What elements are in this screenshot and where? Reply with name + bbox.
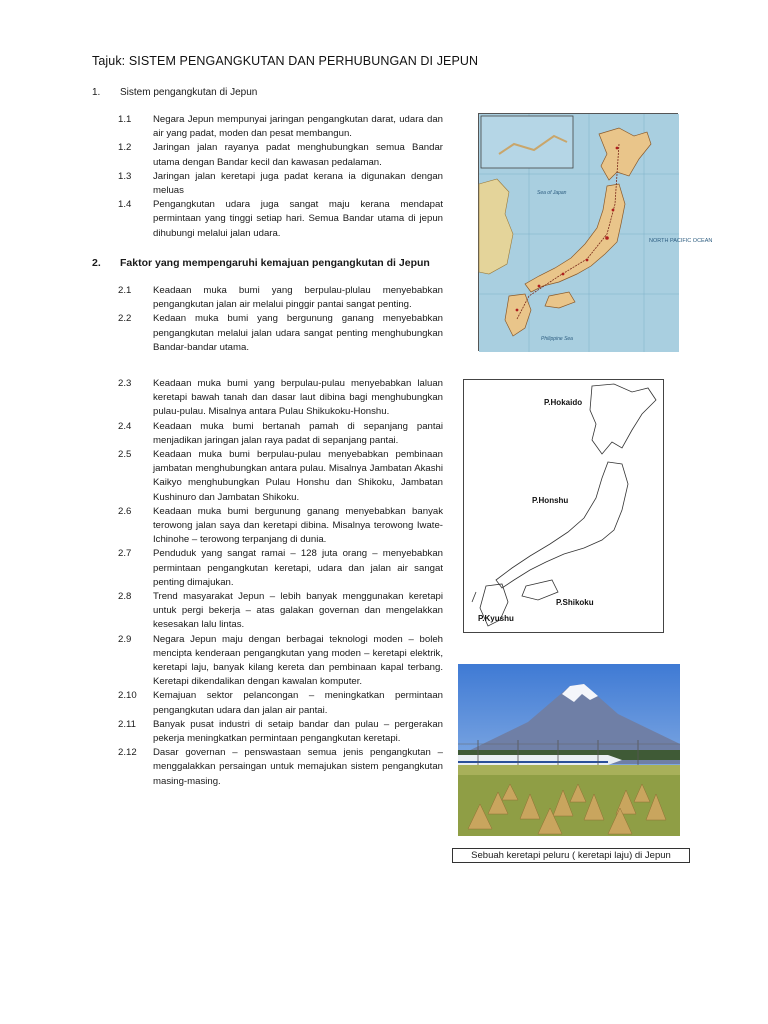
section-2-list-b: [118, 377, 443, 789]
item-number: 2.8: [118, 591, 132, 603]
list-item: [118, 590, 443, 633]
item-text: Trend masyarakat Jepun – lebih banyak menggunakan keretapi untuk pergi bekerja – atas galakan governan dan mengelakkan kesesakan lalu lintas.: [153, 591, 443, 631]
list-item: [118, 633, 443, 690]
japan-map-graphic: [479, 114, 713, 352]
item-text: Keadaan muka bumi bergunung ganang menyebabkan banyak terowong jalan saya dan keretapi dibina. Misalnya terowong Iwate-Ichinohe – terowong terpanjang di dunia.: [153, 505, 443, 546]
list-item: [118, 718, 443, 746]
item-text: Negara Jepun mempunyai jaringan pengangkutan darat, udara dan air yang padat, moden dan pesat membangun.: [153, 114, 443, 140]
item-number: 2.5: [118, 449, 132, 461]
kyushu-label: P.Kyushu: [478, 614, 514, 623]
item-number: 2.2: [118, 313, 132, 325]
list-item: [118, 377, 443, 420]
item-number: 2.10: [118, 690, 137, 702]
item-text: Keadaan muka bumi yang berpulau-plulau menyebabkan pengangkutan jalan air melalui pinggir pantai sangat penting.: [153, 285, 443, 311]
japan-outline-graphic: [464, 380, 665, 634]
list-item: [118, 746, 443, 789]
list-item: [118, 312, 443, 355]
section-1-list: [118, 113, 443, 241]
page-title: Tajuk: SISTEM PENGANGKUTAN DAN PERHUBUNGAN DI JEPUN: [92, 54, 479, 68]
item-text: Keadaan muka bumi berpulau-pulau menyebabkan pembinaan jambatan menghubungkan antara pulau. Misalnya Jambatan Akashi Kaikyo menghubungkan Pulau Honshu dan Shikoku, Jambatan Kushinuro dan Jambatan Shikoku.: [153, 449, 443, 503]
item-number: 1.3: [118, 170, 132, 182]
japan-political-map: [478, 113, 713, 351]
section-2-label: Faktor yang mempengaruhi kemajuan pengangkutan di Jepun: [120, 257, 430, 269]
item-text: Jaringan jalan keretapi juga padat kerana ia digunakan dengan meluas: [153, 170, 443, 197]
section-2-number: 2.: [92, 257, 101, 269]
list-item: [118, 505, 443, 548]
section-2-list-a: [118, 284, 443, 355]
item-text: Negara Jepun maju dengan berbagai teknologi moden – boleh mencipta kenderaan pengangkutan yang moden – keretapi elektrik, keretapi laju, banyak kilang kereta dan pembinaan kapal terbang. Keretapi dikendalikan dengan kawalan komputer.: [153, 633, 443, 688]
item-number: 2.1: [118, 285, 132, 296]
item-number: 2.7: [118, 548, 132, 560]
shikoku-label: P.Shikoku: [556, 598, 594, 607]
list-item: [118, 141, 443, 169]
list-item: [118, 448, 443, 505]
list-item: [118, 284, 443, 312]
sea-label: Sea of Japan: [537, 190, 567, 196]
bullet-train-photo: [458, 664, 680, 836]
ocean-label: NORTH PACIFIC OCEAN: [649, 238, 713, 244]
item-number: 2.3: [118, 378, 132, 389]
item-text: Kedaan muka bumi yang bergunung ganang menyebabkan pengangkutan melalui jalan udara sangat penting menghubungkan Bandar-bandar utama.: [153, 313, 443, 353]
item-text: Keadaan muka bumi bertanah pamah di sepanjang pantai menjadikan jaringan jalan raya padat di sepanjang pantai.: [153, 420, 443, 446]
list-item: [118, 198, 443, 241]
item-text: Kemajuan sektor pelancongan – meningkatkan permintaan pengangkutan udara dan jalan air pantai.: [153, 690, 443, 716]
item-number: 1.2: [118, 142, 132, 154]
photo-caption: Sebuah keretapi peluru ( keretapi laju) di Jepun: [452, 848, 690, 863]
bullet-train-graphic: [458, 664, 680, 836]
list-item: [118, 689, 443, 717]
sea2-label: Philippine Sea: [541, 336, 573, 342]
item-text: Banyak pusat industri di setaip bandar dan pulau – pergerakan pekerja meningkatkan permintaan pengangkutan keretapi.: [153, 718, 443, 745]
item-text: Penduduk yang sangat ramai – 128 juta orang – menyebabkan permintaan pengangkutan keretapi, udara dan jalan air sangat penting dimajukan.: [153, 548, 443, 588]
item-number: 2.4: [118, 420, 132, 432]
item-number: 2.6: [118, 505, 132, 517]
list-item: [118, 113, 443, 141]
item-number: 1.4: [118, 199, 132, 211]
item-text: Dasar governan – penswastaan semua jenis pengangkutan – menggalakkan persaingan untuk memajukan sistem pengangkutan masing-masing.: [153, 747, 443, 787]
section-1-label: Sistem pengangkutan di Jepun: [120, 87, 258, 98]
item-text: Pengangkutan udara juga sangat maju kerana mendapat permintaan yang tinggi setiap hari. Semua Bandar utama di jepun dihubungi melalui jalan udara.: [153, 199, 443, 239]
item-number: 1.1: [118, 114, 132, 125]
item-number: 2.9: [118, 633, 132, 645]
japan-outline-map: [463, 379, 664, 633]
list-item: [118, 420, 443, 448]
section-1-number: 1.: [92, 87, 101, 98]
item-text: Jaringan jalan rayanya padat menghubungkan semua Bandar utama dengan Bandar kecil dan kawasan pedalaman.: [153, 142, 443, 168]
list-item: [118, 547, 443, 590]
item-number: 2.11: [118, 718, 136, 730]
list-item: [118, 170, 443, 198]
section-2-heading: [92, 257, 430, 269]
honshu-label: P.Honshu: [532, 496, 569, 505]
item-number: 2.12: [118, 747, 137, 759]
section-1-heading: [92, 87, 257, 98]
hokaido-label: P.Hokaido: [544, 398, 583, 407]
item-text: Keadaan muka bumi yang berpulau-pulau menyebabkan laluan keretapi bawah tanah dan dasar laut dibina bagi menghubungkan pulau-pulau. Misalnya antara Pulau Shikukoku-Honshu.: [153, 378, 443, 418]
